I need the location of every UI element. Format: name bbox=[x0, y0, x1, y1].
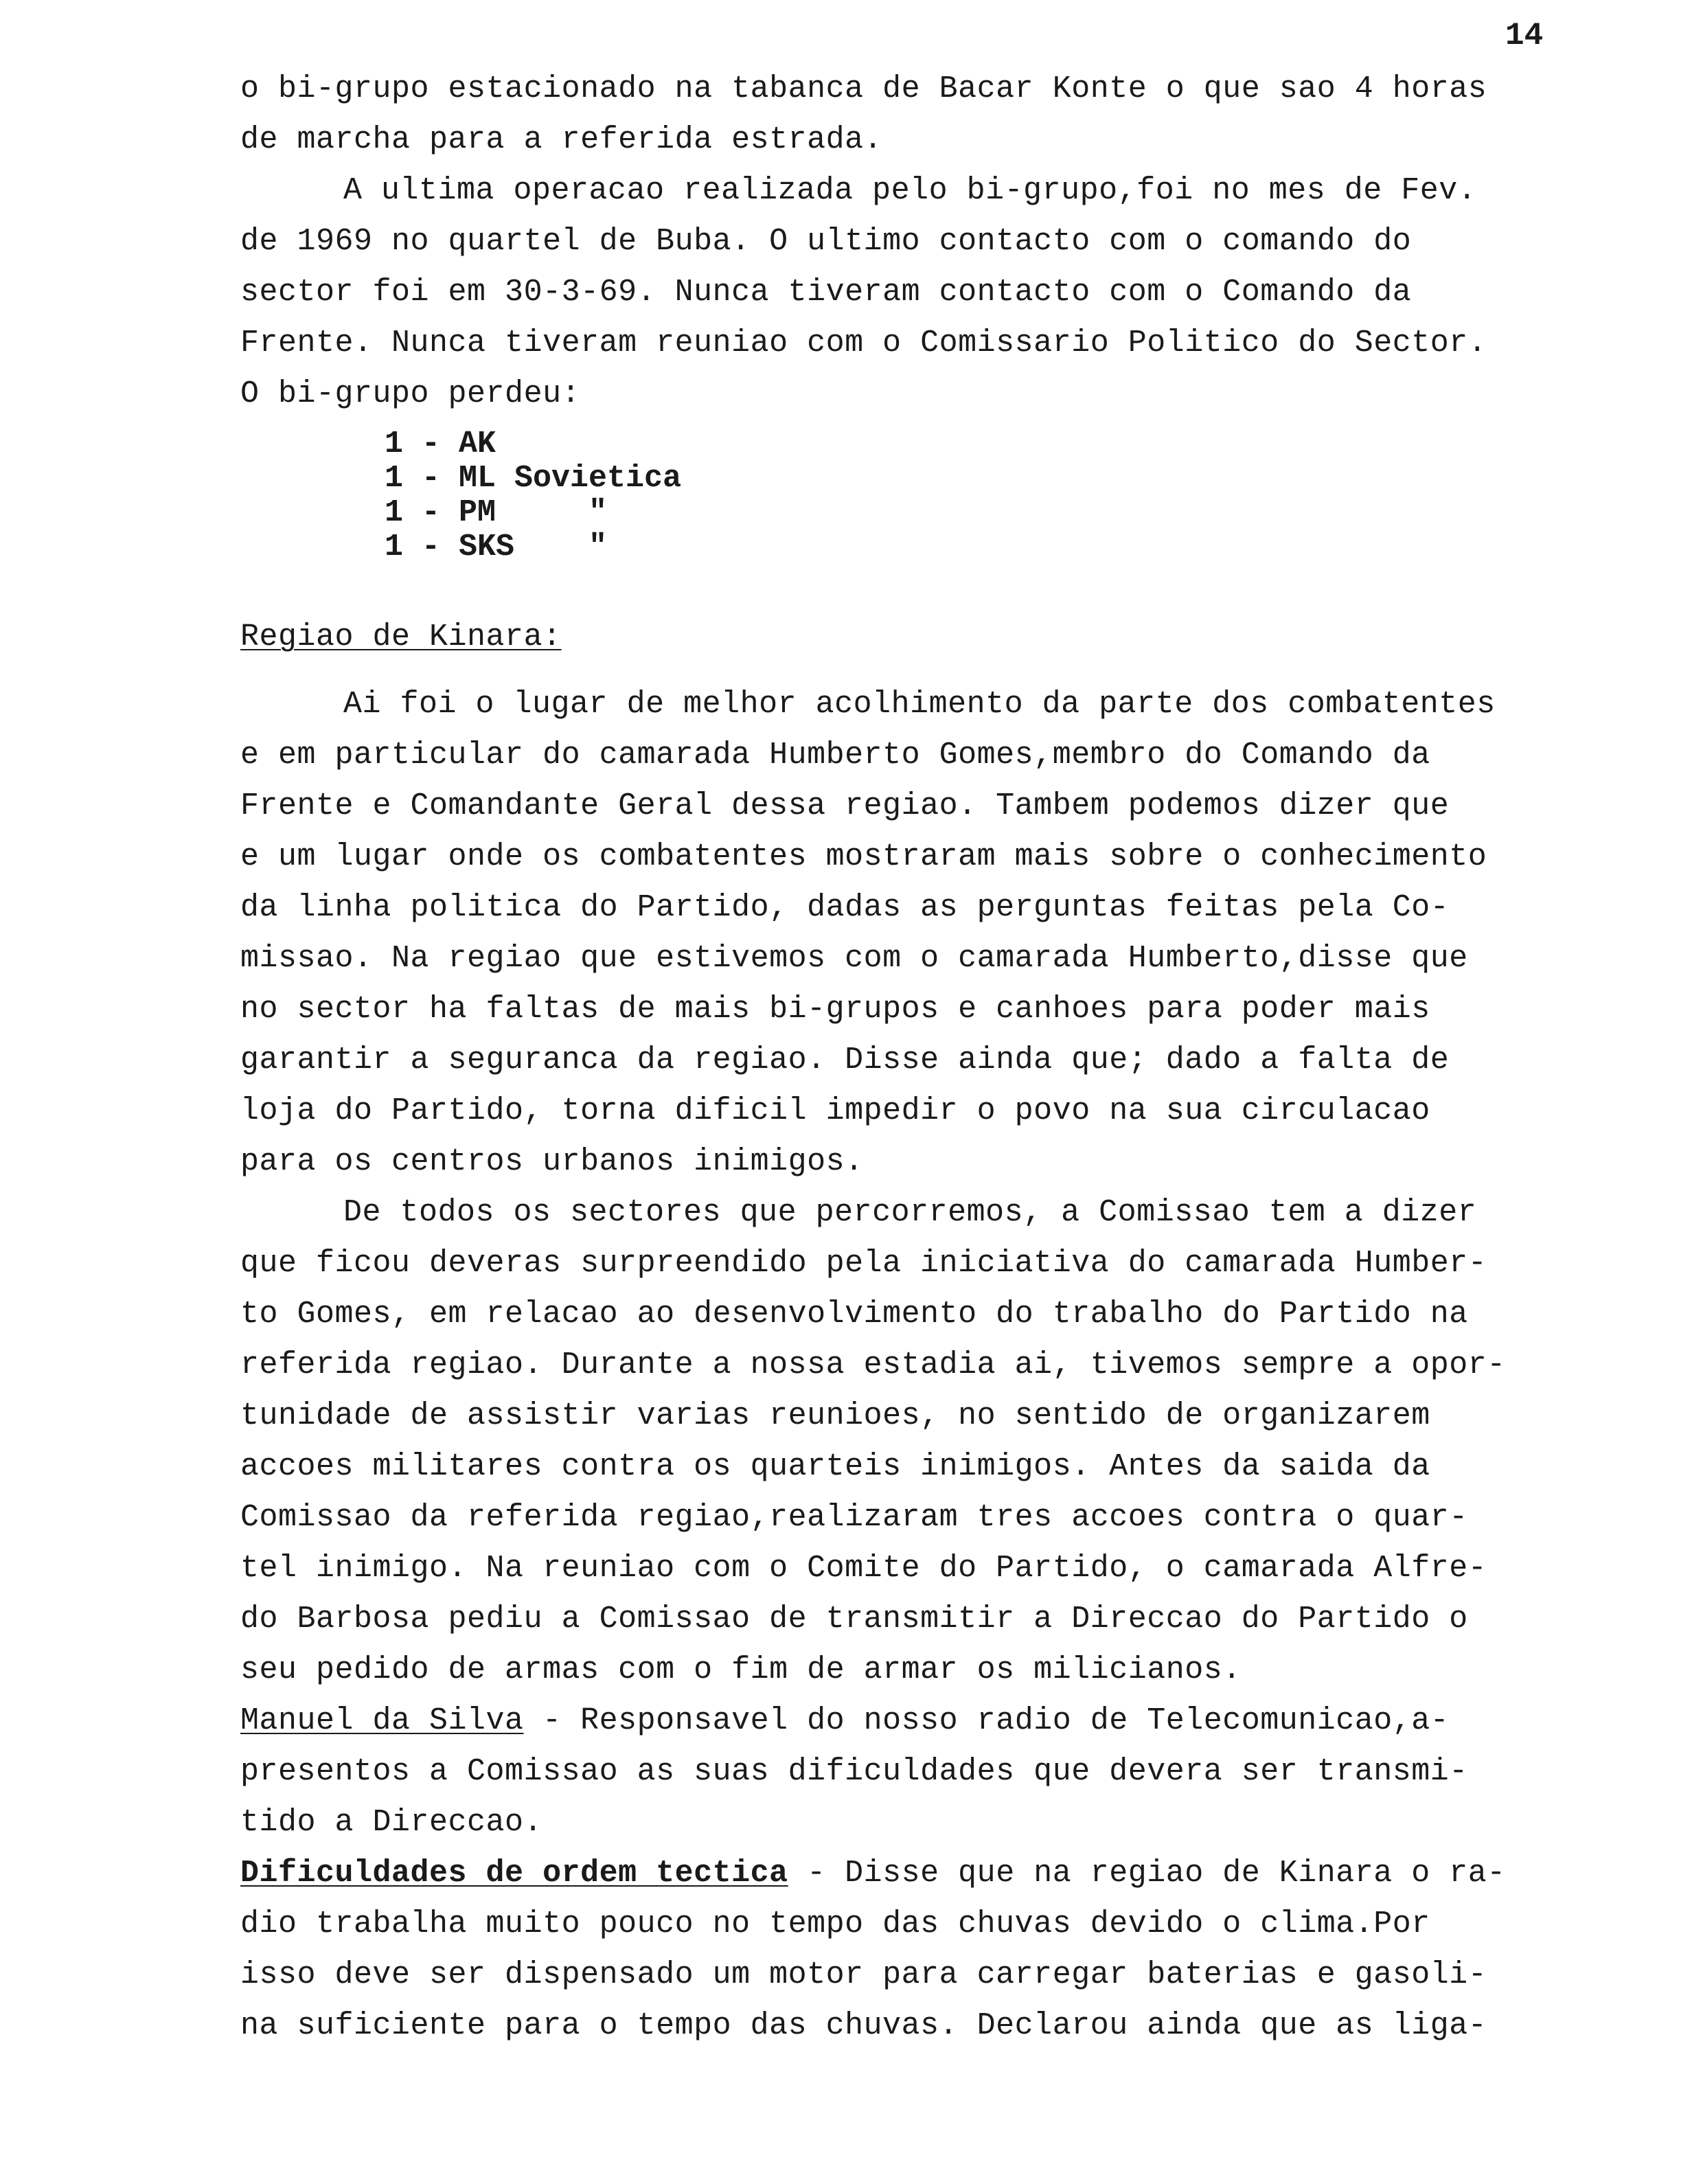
text-line: Frente e Comandante Geral dessa regiao. Tambem podemos dizer que bbox=[240, 788, 1450, 823]
text-line: o bi-grupo estacionado na tabanca de Bacar Konte o que sao 4 horas bbox=[240, 71, 1487, 106]
text-line: dio trabalha muito pouco no tempo das chuvas devido o clima.Por bbox=[240, 1907, 1430, 1942]
person-name: Manuel da Silva bbox=[240, 1703, 524, 1738]
text-line: tido a Direccao. bbox=[240, 1805, 543, 1840]
text-line: to Gomes, em relacao ao desenvolvimento do trabalho do Partido na bbox=[240, 1297, 1468, 1332]
loss-item: 1 - ML Sovietica bbox=[385, 461, 682, 496]
text-line: que ficou deveras surpreendido pela iniciativa do camarada Humber- bbox=[240, 1246, 1487, 1281]
text-line: de 1969 no quartel de Buba. O ultimo contacto com o comando do bbox=[240, 224, 1412, 259]
text-line: missao. Na regiao que estivemos com o camarada Humberto,disse que bbox=[240, 941, 1468, 976]
text-line: Comissao da referida regiao,realizaram tres accoes contra o quar- bbox=[240, 1500, 1468, 1535]
text-line: A ultima operacao realizada pelo bi-grupo,foi no mes de Fev. bbox=[343, 173, 1477, 208]
text-line: tunidade de assistir varias reunioes, no sentido de organizarem bbox=[240, 1398, 1430, 1433]
text-line: sector foi em 30-3-69. Nunca tiveram contacto com o Comando da bbox=[240, 275, 1412, 310]
text-line: isso deve ser dispensado um motor para carregar baterias e gasoli- bbox=[240, 1957, 1487, 1992]
text-line: no sector ha faltas de mais bi-grupos e canhoes para poder mais bbox=[240, 992, 1430, 1027]
text-line: seu pedido de armas com o fim de armar os milicianos. bbox=[240, 1652, 1242, 1687]
text-line: accoes militares contra os quarteis inimigos. Antes da saida da bbox=[240, 1449, 1430, 1484]
loss-item: 1 - PM " bbox=[385, 495, 608, 530]
text-line: para os centros urbanos inimigos. bbox=[240, 1144, 864, 1179]
text-line: e em particular do camarada Humberto Gomes,membro do Comando da bbox=[240, 738, 1430, 773]
subsection-heading: Dificuldades de ordem tectica bbox=[240, 1856, 788, 1891]
text-line: Frente. Nunca tiveram reuniao com o Comissario Politico do Sector. bbox=[240, 326, 1487, 361]
text-span: - Disse que na regiao de Kinara o ra- bbox=[788, 1856, 1506, 1891]
text-line: referida regiao. Durante a nossa estadia ai, tivemos sempre a opor- bbox=[240, 1347, 1506, 1383]
text-line bbox=[240, 1700, 1641, 1742]
loss-item: 1 - SKS " bbox=[385, 530, 608, 565]
text-line: do Barbosa pediu a Comissao de transmitir a Direccao do Partido o bbox=[240, 1602, 1468, 1637]
text-line: de marcha para a referida estrada. bbox=[240, 122, 883, 157]
page-number: 14 bbox=[1505, 18, 1544, 54]
text-line: loja do Partido, torna dificil impedir o povo na sua circulacao bbox=[240, 1093, 1430, 1128]
text-line: na suficiente para o tempo das chuvas. Declarou ainda que as liga- bbox=[240, 2008, 1487, 2043]
text-line: e um lugar onde os combatentes mostraram mais sobre o conhecimento bbox=[240, 839, 1487, 874]
text-line: tel inimigo. Na reuniao com o Comite do Partido, o camarada Alfre- bbox=[240, 1551, 1487, 1586]
text-line: O bi-grupo perdeu: bbox=[240, 376, 581, 411]
text-line: Ai foi o lugar de melhor acolhimento da parte dos combatentes bbox=[343, 687, 1496, 722]
text-span: - Responsavel do nosso radio de Telecomunicao,a- bbox=[523, 1703, 1450, 1738]
text-line: da linha politica do Partido, dadas as perguntas feitas pela Co- bbox=[240, 890, 1450, 925]
text-line: garantir a seguranca da regiao. Disse ainda que; dado a falta de bbox=[240, 1043, 1450, 1078]
text-line bbox=[240, 1853, 1641, 1894]
loss-item: 1 - AK bbox=[385, 426, 496, 462]
text-line: presentos a Comissao as suas dificuldades que devera ser transmi- bbox=[240, 1754, 1468, 1789]
text-line: De todos os sectores que percorremos, a Comissao tem a dizer bbox=[343, 1195, 1477, 1230]
section-heading: Regiao de Kinara: bbox=[240, 619, 562, 655]
